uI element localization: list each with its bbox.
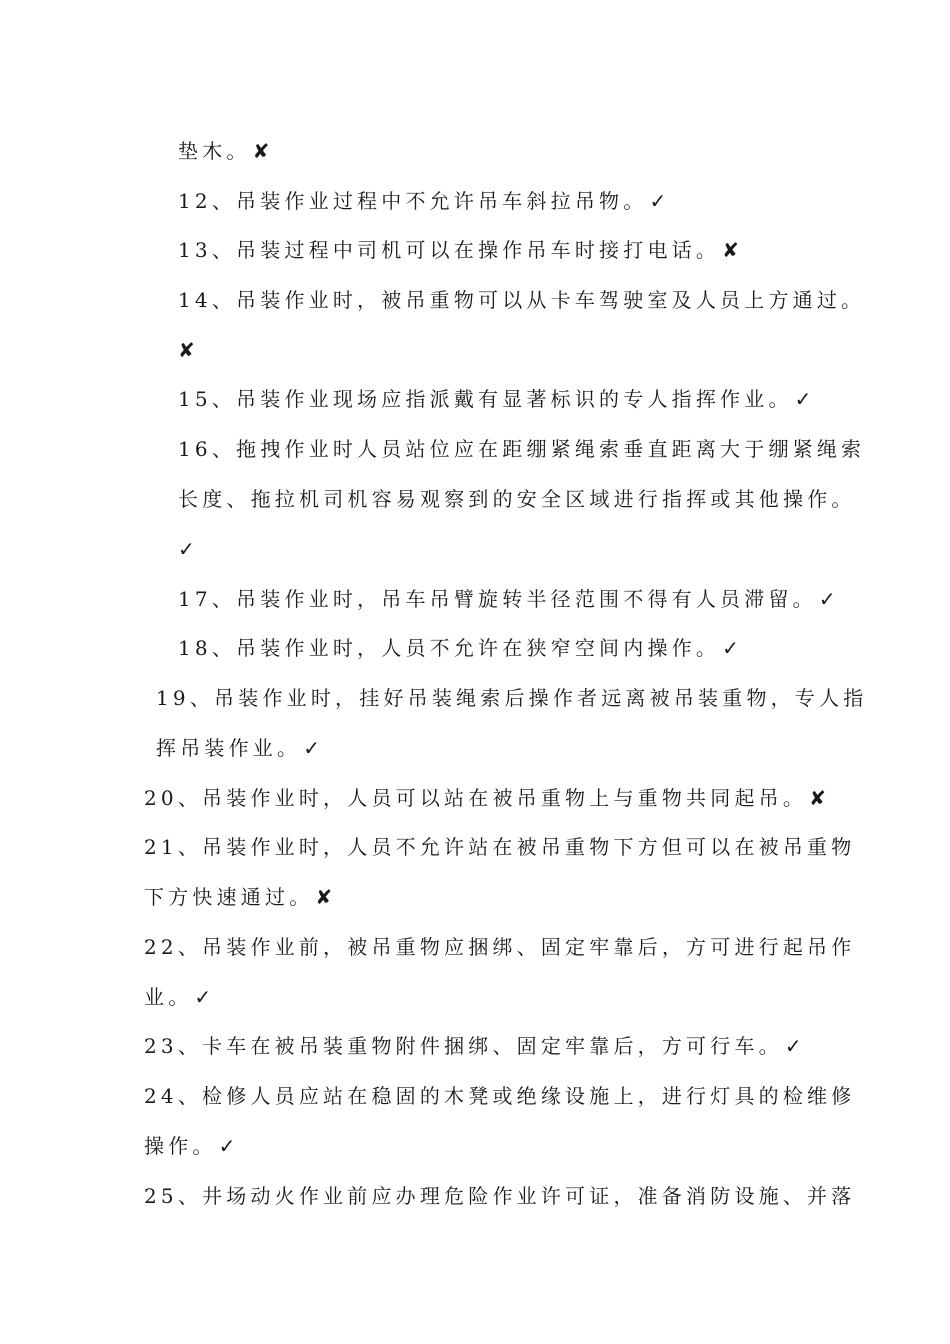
text-line bbox=[176, 337, 195, 363]
answer-mark: ✘ bbox=[809, 786, 826, 810]
text-line bbox=[178, 386, 811, 412]
answer-mark: ✓ bbox=[649, 189, 667, 213]
line-text: 13、吊装过程中司机可以在操作吊车时接打电话。 bbox=[178, 238, 721, 262]
text-line bbox=[178, 188, 666, 214]
text-line bbox=[144, 884, 332, 910]
line-text: 17、吊装作业时，吊车吊臂旋转半径范围不得有人员滞留。 bbox=[178, 587, 817, 611]
answer-mark: ✓ bbox=[218, 1134, 236, 1158]
line-text: 业。 bbox=[144, 985, 193, 1009]
text-line bbox=[178, 138, 269, 164]
line-text: 21、吊装作业时，人员不允许站在被吊重物下方但可以在被吊重物 bbox=[144, 835, 856, 859]
text-line bbox=[178, 486, 858, 512]
text-line bbox=[144, 1183, 857, 1209]
text-line bbox=[144, 1033, 802, 1059]
line-text: 14、吊装作业时，被吊重物可以从卡车驾驶室及人员上方通过。 bbox=[178, 288, 866, 312]
text-line bbox=[144, 984, 211, 1010]
answer-mark: ✓ bbox=[794, 387, 812, 411]
text-line bbox=[144, 1133, 235, 1159]
text-line bbox=[178, 436, 867, 462]
answer-mark: ✘ bbox=[178, 338, 195, 362]
text-line bbox=[144, 1083, 857, 1109]
line-text: 22、吊装作业前，被吊重物应捆绑、固定牢靠后，方可进行起吊作 bbox=[144, 935, 856, 959]
line-text: 20、吊装作业时，人员可以站在被吊重物上与重物共同起吊。 bbox=[144, 786, 808, 810]
line-text: 长度、拖拉机司机容易观察到的安全区域进行指挥或其他操作。 bbox=[178, 487, 856, 511]
line-text: 23、卡车在被吊装重物附件捆绑、固定牢靠后，方可行车。 bbox=[144, 1034, 783, 1058]
line-text: 18、吊装作业时，人员不允许在狭窄空间内操作。 bbox=[178, 636, 721, 660]
text-line bbox=[156, 685, 869, 711]
text-line bbox=[178, 586, 836, 612]
answer-mark: ✓ bbox=[722, 636, 739, 660]
line-text: 垫木。 bbox=[178, 139, 251, 163]
line-text: 挥吊装作业。 bbox=[156, 736, 302, 760]
answer-mark: ✓ bbox=[784, 1034, 802, 1058]
line-text: 19、吊装作业时，挂好吊装绳索后操作者远离被吊装重物，专人指 bbox=[156, 686, 868, 710]
answer-mark: ✓ bbox=[178, 537, 195, 561]
answer-mark: ✓ bbox=[303, 736, 320, 760]
answer-mark: ✓ bbox=[194, 985, 212, 1009]
line-text: 12、吊装作业过程中不允许吊车斜拉吊物。 bbox=[178, 189, 648, 213]
text-line bbox=[144, 834, 857, 860]
answer-mark: ✘ bbox=[315, 885, 333, 909]
line-text: 操作。 bbox=[144, 1134, 217, 1158]
answer-mark: ✓ bbox=[818, 587, 836, 611]
line-text: 25、井场动火作业前应办理危险作业许可证，准备消防设施、并落 bbox=[144, 1184, 856, 1208]
text-line bbox=[178, 635, 739, 661]
text-line bbox=[156, 735, 320, 761]
text-line bbox=[176, 536, 195, 562]
text-line bbox=[144, 934, 857, 960]
line-text: 15、吊装作业现场应指派戴有显著标识的专人指挥作业。 bbox=[178, 387, 793, 411]
text-line bbox=[178, 237, 739, 263]
text-line bbox=[178, 287, 867, 313]
line-text: 24、检修人员应站在稳固的木凳或绝缘设施上，进行灯具的检维修 bbox=[144, 1084, 856, 1108]
line-text: 下方快速通过。 bbox=[144, 885, 314, 909]
text-line bbox=[144, 785, 826, 811]
answer-mark: ✘ bbox=[722, 238, 739, 262]
answer-mark: ✘ bbox=[252, 139, 270, 163]
line-text: 16、拖拽作业时人员站位应在距绷紧绳索垂直距离大于绷紧绳索 bbox=[178, 437, 866, 461]
